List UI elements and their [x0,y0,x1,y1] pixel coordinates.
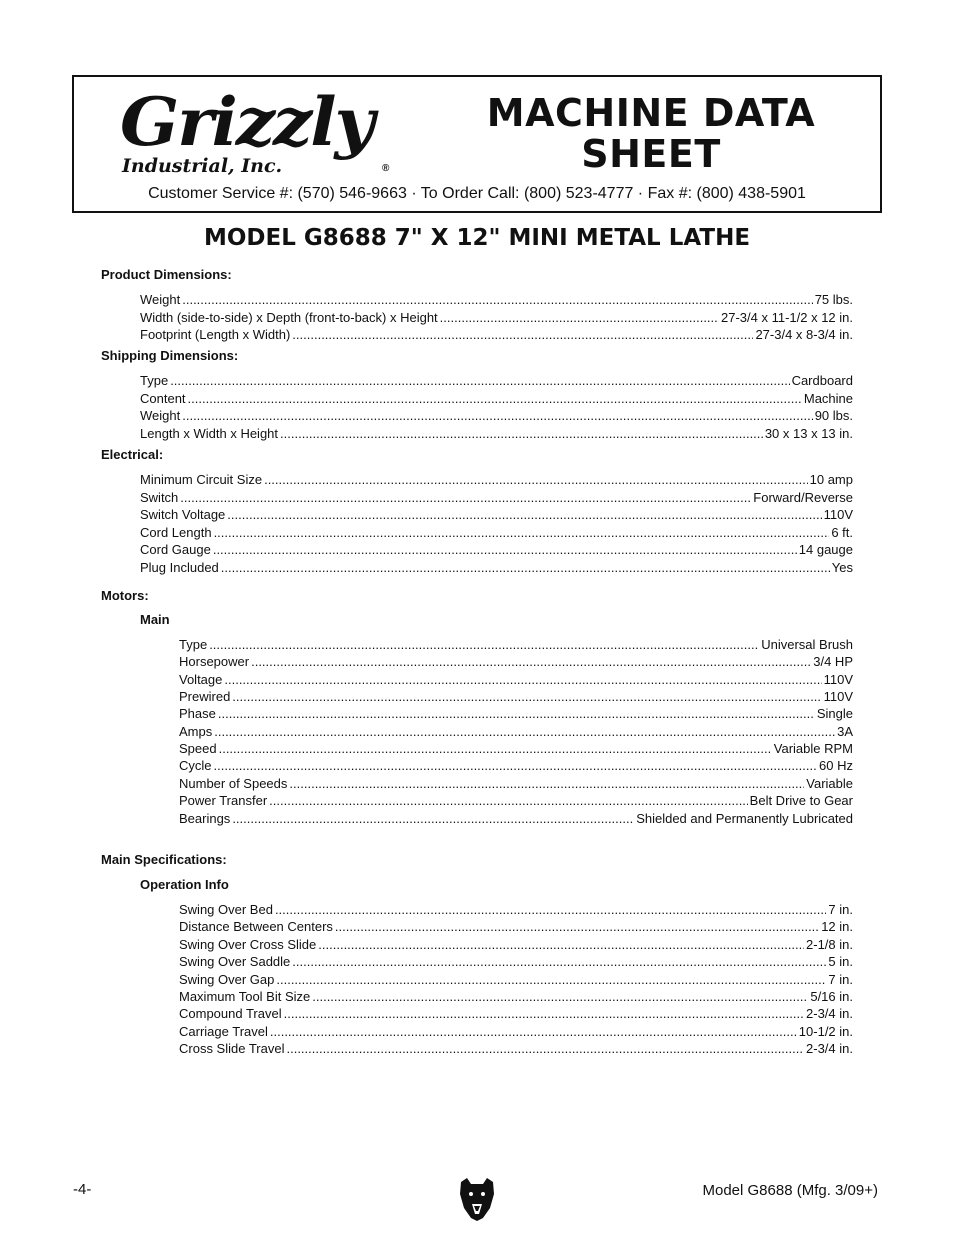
spec-value: 110V [823,689,853,705]
spec-label: Bearings [179,810,231,826]
spec-value: 7 in. [828,971,853,987]
spec-value: Shielded and Permanently Lubricated [636,810,853,826]
spec-label: Plug Included [140,559,219,575]
subheading-operation-info: Operation Info [140,877,229,892]
dot-leader [292,953,826,970]
spec-label: Carriage Travel [179,1023,268,1039]
dot-leader [214,723,835,740]
spec-label: Swing Over Bed [179,902,273,917]
spec-row [140,425,853,442]
spec-value: Universal Brush [761,637,853,652]
spec-label: Length x Width x Height [140,425,279,441]
spec-value: 10 amp [809,472,853,487]
spec-value: Single [816,706,853,722]
spec-label: Voltage [179,671,223,687]
contact-line: Customer Service #: (570) 546-9663 · To Order Call: (800) 523-4777 · Fax #: (800) 438-5901 [148,185,806,202]
subheading-main-motor: Main [140,612,170,627]
spec-row [179,740,853,757]
bear-head-icon [457,1176,497,1222]
dot-leader [286,1040,804,1057]
spec-value: Forward/Reverse [753,489,853,505]
dot-leader [232,688,821,705]
spec-value: Yes [831,559,853,575]
spec-label: Power Transfer [179,793,268,809]
registered-mark: ® [382,163,390,174]
spec-value: 10-1/2 in. [798,1023,853,1039]
section-heading-product-dimensions: Product Dimensions: [101,267,232,282]
section-heading-main-specifications: Main Specifications: [101,852,227,867]
spec-value: Cardboard [791,373,853,388]
dot-leader [170,372,789,389]
spec-label: Content [140,390,186,406]
spec-row [179,1040,853,1057]
spec-row [140,559,853,576]
dot-leader [269,792,748,809]
spec-value: Belt Drive to Gear [749,793,853,809]
spec-value: 2-1/8 in. [806,936,853,952]
spec-label: Switch Voltage [140,507,226,522]
section-heading-electrical: Electrical: [101,447,164,462]
spec-value: Variable [806,775,853,791]
spec-value: 14 gauge [798,542,853,557]
spec-label: Compound Travel [179,1006,282,1022]
dot-leader [335,918,819,935]
dot-leader [440,309,719,326]
section-heading-motors: Motors: [101,588,149,603]
spec-row [179,705,853,722]
spec-row [179,775,853,792]
spec-row [179,792,853,809]
spec-label: Swing Over Gap [179,971,275,987]
spec-row [140,390,853,407]
dot-leader [214,757,818,774]
spec-row [179,688,853,705]
spec-label: Maximum Tool Bit Size [179,989,311,1004]
spec-value: 3/4 HP [813,654,853,670]
dot-leader [221,559,830,576]
spec-label: Prewired [179,689,231,705]
spec-row [179,936,853,953]
spec-value: 75 lbs. [814,292,853,307]
spec-label: Amps [179,723,213,739]
dot-leader [209,636,759,653]
dot-leader [224,671,821,688]
grizzly-logo [120,83,410,179]
spec-label: Width (side-to-side) x Depth (front-to-back) x Height [140,309,438,325]
spec-value: Variable RPM [773,741,853,757]
spec-row [179,988,853,1005]
dot-leader [188,390,802,407]
logo-wordmark: Grizzly [120,83,373,161]
spec-row [179,953,853,970]
spec-row [140,489,853,506]
spec-value: 7 in. [828,902,853,917]
spec-value: 27-3/4 x 8-3/4 in. [755,327,853,342]
spec-label: Minimum Circuit Size [140,472,263,487]
spec-label: Cycle [179,758,212,774]
dot-leader [182,407,812,424]
section-heading-shipping-dimensions: Shipping Dimensions: [101,348,239,363]
spec-value: 27-3/4 x 11-1/2 x 12 in. [720,309,853,325]
spec-value: 6 ft. [831,524,853,540]
dot-leader [276,971,826,988]
spec-label: Type [179,637,208,652]
spec-value: 3A [837,723,853,739]
spec-label: Weight [140,408,181,423]
spec-row [179,971,853,988]
spec-value: 2-3/4 in. [806,1041,853,1057]
spec-label: Swing Over Saddle [179,954,291,970]
spec-row [140,471,853,488]
spec-label: Cross Slide Travel [179,1041,285,1057]
dot-leader [251,653,811,670]
spec-value: 2-3/4 in. [806,1006,853,1022]
spec-row [140,291,853,308]
dot-leader [180,489,751,506]
spec-row [179,723,853,740]
spec-label: Switch [140,489,179,505]
spec-row [140,326,853,343]
spec-row [179,653,853,670]
spec-row [140,524,853,541]
spec-label: Distance Between Centers [179,919,333,935]
spec-label: Number of Speeds [179,775,288,791]
page-number: -4- [73,1181,92,1198]
spec-value: 90 lbs. [814,408,853,423]
dot-leader [218,705,815,722]
spec-label: Speed [179,741,217,757]
spec-row [179,757,853,774]
dot-leader [289,775,804,792]
logo-subtitle: Industrial, Inc. [122,155,283,177]
dot-leader [213,541,797,558]
spec-label: Cord Length [140,524,212,540]
spec-row [179,1005,853,1022]
spec-row [140,309,853,326]
spec-value: 5 in. [828,954,853,970]
dot-leader [214,524,830,541]
dot-leader [284,1005,804,1022]
spec-value: 5/16 in. [810,989,853,1004]
header-box [72,75,882,213]
spec-row [140,372,853,389]
spec-row [179,901,853,918]
spec-row [140,541,853,558]
dot-leader [275,901,826,918]
spec-value: 12 in. [821,919,853,935]
spec-row [179,810,853,827]
spec-row [140,506,853,523]
spec-label: Phase [179,706,216,722]
spec-row [179,671,853,688]
dot-leader [219,740,772,757]
spec-value: 110V [823,671,853,687]
spec-value: 60 Hz [819,758,853,774]
spec-row [140,407,853,424]
footer-model: Model G8688 (Mfg. 3/09+) [702,1182,878,1199]
spec-row [179,1023,853,1040]
dot-leader [182,291,812,308]
dot-leader [264,471,808,488]
dot-leader [292,326,753,343]
dot-leader [227,506,821,523]
spec-label: Type [140,373,169,388]
page-title: MACHINE DATA SHEET [486,91,816,176]
spec-value: Machine [803,390,853,406]
spec-row [179,918,853,935]
spec-label: Footprint (Length x Width) [140,327,291,342]
spec-row [179,636,853,653]
spec-label: Horsepower [179,654,250,670]
spec-value: 30 x 13 x 13 in. [764,425,853,441]
model-title: MODEL G8688 7" X 12" MINI METAL LATHE [203,225,751,251]
spec-value: 110V [823,507,853,522]
dot-leader [280,425,763,442]
spec-label: Cord Gauge [140,542,211,557]
dot-leader [312,988,808,1005]
dot-leader [318,936,804,953]
dot-leader [232,810,634,827]
spec-label: Weight [140,292,181,307]
dot-leader [270,1023,797,1040]
spec-label: Swing Over Cross Slide [179,936,317,952]
